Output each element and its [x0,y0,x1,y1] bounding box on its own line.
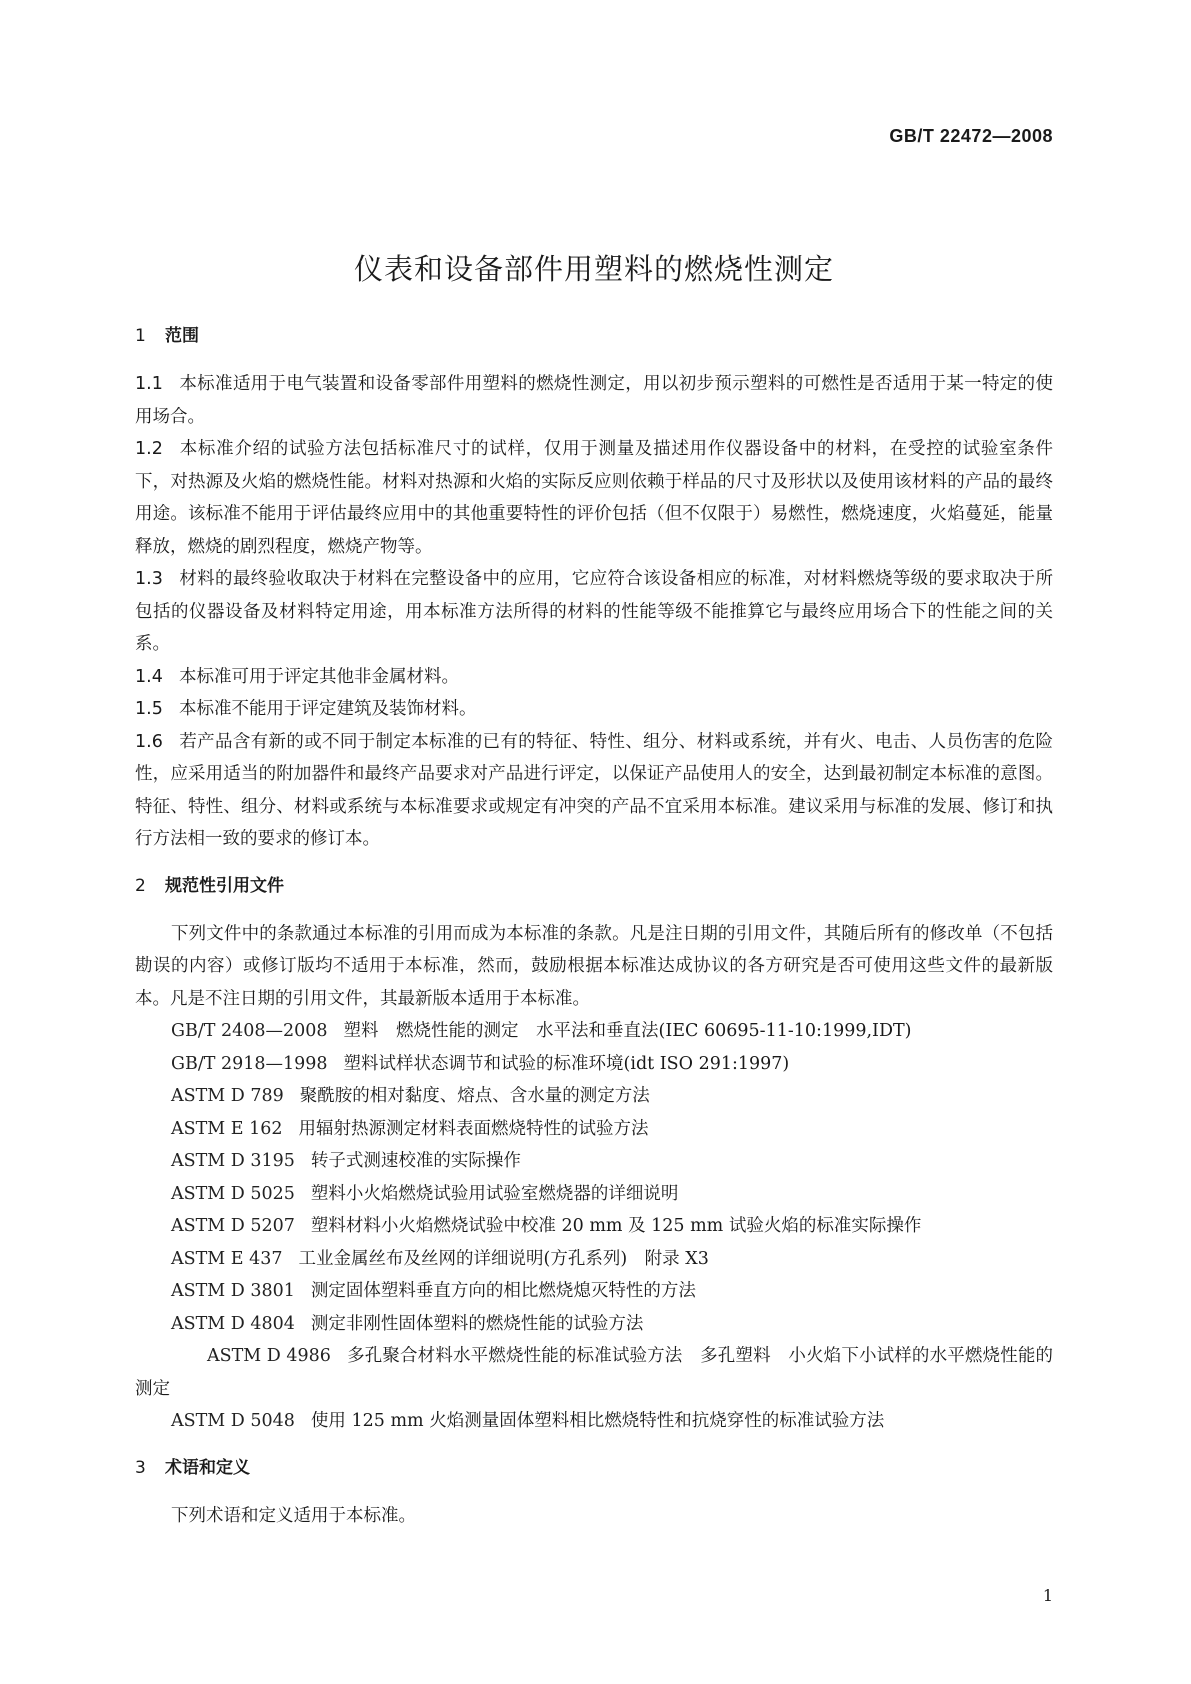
reference-item [135,1308,1053,1341]
reference-code: ASTM D 3195 [171,1151,295,1171]
reference-item [135,1243,1053,1276]
clause-text: 本标准不能用于评定建筑及装饰材料。 [179,699,477,719]
section-2-intro: 下列文件中的条款通过本标准的引用而成为本标准的条款。凡是注日期的引用文件，其随后所有的修改单（不包括勘误的内容）或修订版均不适用于本标准，然而，鼓励根据本标准达成协议的各方研究是否可使用这些文件的最新版本。凡是不注日期的引用文件，其最新版本适用于本标准。 [135,923,1053,1009]
section-1-heading [135,322,1053,350]
section-3-intro: 下列术语和定义适用于本标准。 [171,1505,416,1526]
reference-item [135,1210,1053,1243]
reference-title: 多孔聚合材料水平燃烧性能的标准试验方法 多孔塑料 小火焰下小试样的水平燃烧性能的测定 [135,1346,1053,1399]
clause-text: 本标准适用于电气装置和设备零部件用塑料的燃烧性测定，用以初步预示塑料的可燃性是否适用于某一特定的使用场合。 [135,374,1053,427]
clause-number: 1.6 [135,731,163,752]
section-number: 3 [135,1457,146,1478]
page-number: 1 [1042,1586,1053,1605]
reference-item [135,1178,1053,1211]
reference-item [135,1275,1053,1308]
reference-item [135,1113,1053,1146]
clause-text: 本标准介绍的试验方法包括标准尺寸的试样，仅用于测量及描述用作仪器设备中的材料，在受控的试验室条件下，对热源及火焰的燃烧性能。材料对热源和火焰的实际反应则依赖于样品的尺寸及形状以及使用该材料的产品的最终用途。该标准不能用于评估最终应用中的其他重要特性的评价包括（但不仅限于）易燃性，燃烧速度，火焰蔓延，能量释放，燃烧的剧烈程度，燃烧产物等。 [135,439,1053,557]
reference-item [135,1340,1053,1405]
clause-1-1 [135,368,1053,433]
reference-code: ASTM E 437 [171,1248,283,1269]
reference-code: ASTM D 4986 [207,1346,331,1366]
clause-1-3 [135,563,1053,661]
clause-text: 若产品含有新的或不同于制定本标准的已有的特征、特性、组分、材料或系统，并有火、电击、人员伤害的危险性，应采用适当的附加器件和最终产品要求对产品进行评定，以保证产品使用人的安全，达到最初制定本标准的意图。特征、特性、组分、材料或系统与本标准要求或规定有冲突的产品不宜采用本标准。建议采用与标准的发展、修订和执行方法相一致的要求的修订本。 [135,731,1053,849]
document-page [135,0,1053,1684]
reference-title: 使用 125 mm 火焰测量固体塑料相比燃烧特性和抗烧穿性的标准试验方法 [310,1411,885,1431]
reference-code: GB/T 2408—2008 [171,1021,328,1041]
reference-title: 塑料材料小火焰燃烧试验中校准 20 mm 及 125 mm 试验火焰的标准实际操作 [310,1216,922,1236]
section-2-heading [135,872,1053,900]
section-3-heading [135,1454,1053,1482]
reference-code: ASTM E 162 [171,1118,283,1139]
reference-item [135,1405,1053,1438]
reference-title: 工业金属丝布及丝网的详细说明(方孔系列) 附录 X3 [298,1248,709,1269]
reference-item [135,1080,1053,1113]
reference-item [135,1145,1053,1178]
reference-code: ASTM D 5048 [171,1411,295,1431]
reference-title: 聚酰胺的相对黏度、熔点、含水量的测定方法 [299,1086,650,1106]
clause-1-2 [135,433,1053,563]
clause-number: 1.2 [135,439,163,459]
section-number: 2 [135,875,146,896]
clause-1-4 [135,661,1053,694]
reference-item [135,1048,1053,1081]
reference-title: 塑料试样状态调节和试验的标准环境(idt ISO 291:1997) [343,1053,790,1074]
document-body [135,322,1053,1532]
reference-title: 用辐射热源测定材料表面燃烧特性的试验方法 [298,1118,649,1139]
clause-number: 1.4 [135,666,163,687]
clause-number: 1.3 [135,569,163,589]
reference-item [135,1015,1053,1048]
section-number: 1 [135,326,146,346]
clause-text: 材料的最终验收取决于材料在完整设备中的应用，它应符合该设备相应的标准，对材料燃烧等级的要求取决于所包括的仪器设备及材料特定用途，用本标准方法所得的材料的性能等级不能推算它与最终应用场合下的性能之间的关系。 [135,569,1053,654]
reference-code: ASTM D 5025 [171,1183,295,1204]
document-title: 仪表和设备部件用塑料的燃烧性测定 [353,252,834,287]
reference-code: ASTM D 789 [171,1086,284,1106]
section-title: 范围 [165,326,199,346]
section-title: 规范性引用文件 [165,875,284,896]
reference-code: ASTM D 5207 [171,1216,295,1236]
reference-title: 塑料 燃烧性能的测定 水平法和垂直法(IEC 60695-11-10:1999,IDT) [343,1021,912,1041]
reference-title: 转子式测速校准的实际操作 [310,1151,521,1171]
reference-code: ASTM D 4804 [171,1313,295,1334]
reference-code: GB/T 2918—1998 [171,1053,328,1074]
reference-title: 测定固体塑料垂直方向的相比燃烧熄灭特性的方法 [310,1281,696,1301]
clause-1-5 [135,693,1053,726]
clause-text: 本标准可用于评定其他非金属材料。 [179,666,459,687]
clause-number: 1.5 [135,699,163,719]
clause-number: 1.1 [135,374,163,394]
reference-title: 测定非刚性固体塑料的燃烧性能的试验方法 [310,1313,644,1334]
standard-code: GB/T 22472—2008 [889,126,1053,146]
reference-code: ASTM D 3801 [171,1281,295,1301]
clause-1-6 [135,726,1053,856]
section-title: 术语和定义 [165,1457,250,1478]
reference-title: 塑料小火焰燃烧试验用试验室燃烧器的详细说明 [310,1183,679,1204]
